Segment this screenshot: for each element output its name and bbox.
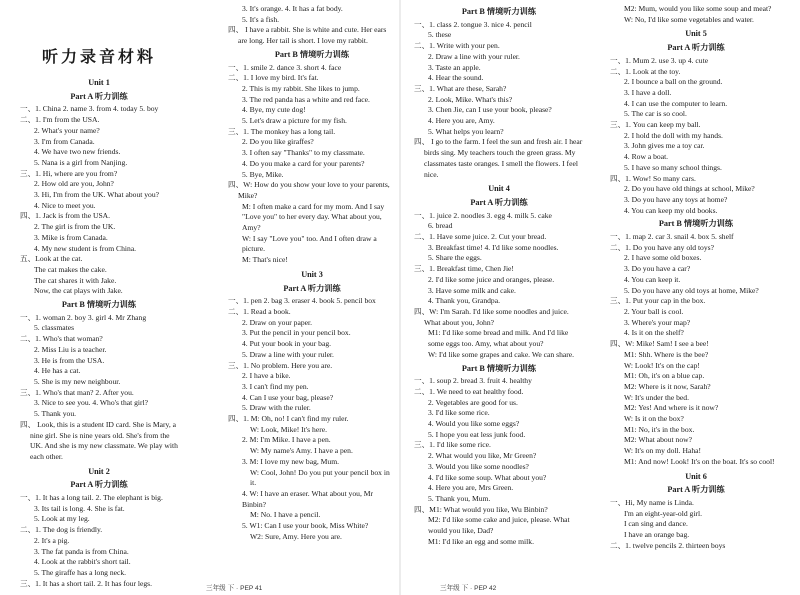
exercise-line: 四、 I go to the farm. I feel the sun and fresh air. I hear birds sing. My teachers touch the green grass. My classmates taste oranges. I smell the flowers. I feel nice. xyxy=(414,137,583,179)
part-heading: Part B 情境听力训练 xyxy=(274,49,350,59)
exercise-line: 四、1. M: Oh, no! I can't find my ruler. xyxy=(228,414,349,424)
exercise-line: 3. Taste an apple. xyxy=(428,62,481,72)
exercise-line: The cat makes the cake. xyxy=(34,264,107,274)
exercise-line: 四、1. Wow! So many cars. xyxy=(610,173,696,183)
exercise-line: M1: And now! Look! It's on the boat. It's so cool! xyxy=(624,456,775,466)
exercise-line: 2. I bounce a ball on the ground. xyxy=(624,77,723,87)
exercise-line: 4. Row a boat. xyxy=(624,152,669,162)
exercise-line: 3. Breakfast time! 4. I'd like some noodles. xyxy=(428,242,559,252)
exercise-line: 二、1. The dog is friendly. xyxy=(20,525,103,535)
exercise-line: 4. Hear the sound. xyxy=(428,73,484,83)
exercise-line: 5. Share the eggs. xyxy=(428,253,482,263)
exercise-line: 2. I hold the doll with my hands. xyxy=(624,130,723,140)
exercise-line: M1: Oh, it's on a blue cap. xyxy=(624,371,705,381)
exercise-line: 2. I'd like some juice and oranges, please. xyxy=(428,274,555,284)
part-heading: Part A 听力训练 xyxy=(667,43,725,53)
exercise-line: 2. Look, Mike. What's this? xyxy=(428,94,513,104)
exercise-line: 三、1. No problem. Here you are. xyxy=(228,360,333,370)
exercise-line: M2: Mum, would you like some soup and meat? xyxy=(624,4,772,13)
exercise-line: 2. Your ball is cool. xyxy=(624,306,684,316)
unit-heading: Unit 6 xyxy=(685,471,707,481)
exercise-line: 一、1. juice 2. noodles 3. egg 4. milk 5. cake xyxy=(414,210,552,220)
unit-heading: Unit 1 xyxy=(88,78,110,87)
dialogue-line: M: No. I have a pencil. xyxy=(250,510,321,520)
exercise-line: 4. Thank you, Grandpa. xyxy=(428,296,500,306)
exercise-line: 5. Thank you. xyxy=(34,409,77,419)
right-column-2 xyxy=(610,4,782,551)
part-heading: Part B 情境听力训练 xyxy=(61,300,137,310)
exercise-line: 2. M: I'm Mike. I have a pen. xyxy=(242,435,331,445)
exercise-line: M: I often make a card for my mom. And I say "Love you" to her every day. What about you, Amy? xyxy=(242,201,385,233)
exercise-line: 二、1. Write with your pen. xyxy=(414,41,500,51)
exercise-line: 4. I'd like some soup. What about you? xyxy=(428,472,547,482)
exercise-line: 3. He is from the USA. xyxy=(34,355,105,365)
exercise-line: 3. I'd like some rice. xyxy=(428,408,490,418)
exercise-line: 3. Do you have a car? xyxy=(624,264,691,274)
exercise-line: 4. Do you make a card for your parents? xyxy=(242,158,365,168)
exercise-line: M1: No, it's in the box. xyxy=(624,424,695,434)
exercise-line: 一、1. China 2. name 3. from 4. today 5. boy xyxy=(20,104,159,114)
exercise-line: 5. Draw a line with your ruler. xyxy=(242,349,334,359)
exercise-line: 一、1. class 2. tongue 3. nice 4. pencil xyxy=(414,19,532,29)
exercise-line: 三、1. I'd like some rice. xyxy=(414,440,491,450)
exercise-line: 3. Do you have any toys at home? xyxy=(624,194,728,204)
exercise-line: 5. I hope you eat less junk food. xyxy=(428,429,526,439)
exercise-line: 3. It's orange. 4. It has a fat body. xyxy=(242,4,343,13)
exercise-line: 3. The fat panda is from China. xyxy=(34,546,129,556)
right-page-footer: 三年级 下 · PEP 42 xyxy=(440,585,497,592)
exercise-line: 2. I have some old boxes. xyxy=(624,253,702,263)
part-heading: Part A 听力训练 xyxy=(470,197,528,207)
exercise-line: W: I say "Love you" too. And I often draw a picture. xyxy=(242,233,377,254)
exercise-line: 3. John gives me a toy car. xyxy=(624,141,705,151)
exercise-line: 一、1. soup 2. bread 3. fruit 4. healthy xyxy=(414,376,532,386)
exercise-line: 4. Would you like some eggs? xyxy=(428,419,520,429)
exercise-line: 2. What's your name? xyxy=(34,125,100,135)
exercise-line: W: It's under the bed. xyxy=(624,392,689,402)
part-heading: Part B 情境听力训练 xyxy=(658,219,734,229)
exercise-line: 一、1. pen 2. bag 3. eraser 4. book 5. pencil box xyxy=(228,296,376,306)
exercise-line: 4. I can use the computer to learn. xyxy=(624,98,728,108)
dialogue-line: W: Look, Mike! It's here. xyxy=(250,424,328,434)
exercise-line: 二、1. twelve pencils 2. thirteen boys xyxy=(610,540,726,550)
exercise-line: 5. W1: Can I use your book, Miss White? xyxy=(242,521,369,531)
exercise-line: 5. The giraffe has a long neck. xyxy=(34,567,127,577)
exercise-line: 2. Vegetables are good for us. xyxy=(428,397,518,407)
exercise-line: 3. I'm from Canada. xyxy=(34,136,95,146)
exercise-line: 5. She is my new neighbour. xyxy=(34,376,121,386)
exercise-line: 3. Would you like some noodles? xyxy=(428,461,529,471)
exercise-line: 四、W: I'm Sarah. I'd like some noodles and juice. What about you, John? xyxy=(414,306,569,327)
exercise-line: 四、 I have a rabbit. She is white and cute. Her ears are long. Her tail is short. I love my rabbit. xyxy=(228,25,387,46)
exercise-line: 5. It's a fish. xyxy=(242,14,280,24)
exercise-line: 三、1. Hi, where are you from? xyxy=(20,168,118,178)
part-heading: Part B 情境听力训练 xyxy=(461,7,537,16)
exercise-line: 4. Is it on the shelf? xyxy=(624,328,684,338)
exercise-line: 2. The girl is from the UK. xyxy=(34,222,116,232)
exercise-line: 5. Nana is a girl from Nanjing. xyxy=(34,157,128,167)
exercise-line: 5. Bye, Mike. xyxy=(242,169,284,179)
exercise-line: 四、 Look, this is a student ID card. She is Mary, a nine girl. She is nine years old. She's from the UK. And she is my new classmate. We play with each other. xyxy=(20,419,178,461)
exercise-line: 3. I can't find my pen. xyxy=(242,381,309,391)
exercise-line: M2: Where is it now, Sarah? xyxy=(624,381,711,391)
unit-heading: Unit 3 xyxy=(301,269,323,279)
exercise-line: 5. Look at my leg. xyxy=(34,514,90,524)
left-page-footer: 三年级 下 · PEP 41 xyxy=(206,585,263,592)
part-heading: Part B 情境听力训练 xyxy=(461,363,537,373)
exercise-line: 5. The car is so cool. xyxy=(624,109,687,119)
exercise-line: M1: I'd like some bread and milk. And I'd like some eggs too. Amy, what about you? xyxy=(428,328,569,349)
exercise-line: 一、1. It has a long tail. 2. The elephant is big. xyxy=(20,493,163,503)
exercise-line: M2: I'd like some cake and juice, please. What would you like, Dad? xyxy=(428,515,570,536)
exercise-line: 四、M1: What would you like, Wu Binbin? xyxy=(414,504,548,514)
exercise-line: 5. these xyxy=(428,30,452,40)
exercise-line: 3. The red panda has a white and red face. xyxy=(242,94,370,104)
exercise-line: 4. Put your book in your bag. xyxy=(242,339,332,349)
exercise-line: 三、1. It has a short tail. 2. It has four legs. xyxy=(20,578,153,588)
exercise-line: 3. Chen Jie, can I use your book, please? xyxy=(428,105,552,115)
exercise-line: 2. I have a bike. xyxy=(242,371,291,381)
right-column-1 xyxy=(414,4,584,547)
exercise-line: 三、1. The monkey has a long tail. xyxy=(228,126,336,136)
exercise-line: 4. He has a cat. xyxy=(34,366,81,376)
exercise-line: 2. Draw a line with your ruler. xyxy=(428,51,520,61)
exercise-line: M2: Yes! And where is it now? xyxy=(624,403,719,413)
exercise-line: 二、1. I'm from the USA. xyxy=(20,115,100,125)
right-page xyxy=(400,0,800,595)
part-heading: Part A 听力训练 xyxy=(667,485,725,495)
exercise-line: 3. Put the pencil in your pencil box. xyxy=(242,328,351,338)
exercise-line: 3. Nice to see you. 4. Who's that girl? xyxy=(34,398,149,408)
exercise-line: M: That's nice! xyxy=(242,255,288,265)
exercise-line: W: Look! It's on the cap! xyxy=(624,360,700,370)
exercise-line: I can sing and dance. xyxy=(624,519,688,529)
exercise-line: 三、1. You can keep my ball. xyxy=(610,120,701,130)
exercise-line: W: No, I'd like some vegetables and water. xyxy=(624,14,754,24)
exercise-line: 二、1. Do you have any old toys? xyxy=(610,242,714,252)
exercise-line: 一、1. Mum 2. use 3. up 4. cute xyxy=(610,55,709,65)
dialogue-line: W: My name's Amy. I have a pen. xyxy=(250,446,353,456)
exercise-line: W: It's on my doll. Haha! xyxy=(624,446,702,456)
exercise-line: 3. Mike is from Canada. xyxy=(34,232,108,242)
unit-heading: Unit 4 xyxy=(488,184,510,194)
exercise-line: 三、1. Who's that man? 2. After you. xyxy=(20,387,134,397)
exercise-line: 2. Miss Liu is a teacher. xyxy=(34,344,107,354)
left-column-1 xyxy=(20,4,178,589)
exercise-line: 5. What helps you learn? xyxy=(428,126,504,136)
exercise-line: 3. M: I love my new bag, Mum. xyxy=(242,456,340,466)
exercise-line: 6. bread xyxy=(428,221,453,231)
exercise-line: 3. Have some milk and cake. xyxy=(428,285,516,295)
exercise-line: W: I'd like some grapes and cake. We can share. xyxy=(428,349,575,359)
exercise-line: W: Is it on the box? xyxy=(624,414,684,424)
exercise-line: 2. It's a pig. xyxy=(34,535,70,545)
exercise-line: 3. I often say "Thanks" to my classmate. xyxy=(242,148,365,158)
exercise-line: 二、1. Who's that woman? xyxy=(20,334,103,344)
dialogue-line: W: Cool, John! Do you put your pencil box in it. xyxy=(250,467,390,488)
exercise-line: 四、W: How do you show your love to your parents, Mike? xyxy=(228,180,390,200)
unit-heading: Unit 5 xyxy=(685,29,707,39)
exercise-line: 2. This is my rabbit. She likes to jump. xyxy=(242,83,360,93)
exercise-line: 四、1. Jack is from the USA. xyxy=(20,211,111,221)
exercise-line: I'm an eight-year-old girl. xyxy=(624,508,702,518)
exercise-line: The cat shares it with Jake. xyxy=(34,275,117,285)
unit-heading: Unit 2 xyxy=(88,466,110,476)
left-column-2 xyxy=(228,4,396,542)
exercise-line: M2: What about now? xyxy=(624,435,692,445)
exercise-line: 5. Draw with the ruler. xyxy=(242,403,311,413)
exercise-line: 三、1. Put your cap in the box. xyxy=(610,296,706,306)
exercise-line: 五、Look at the cat. xyxy=(20,254,83,264)
exercise-line: 4. We have two new friends. xyxy=(34,147,121,157)
exercise-line: 4. My new student is from China. xyxy=(34,243,137,253)
exercise-line: 4. Look at the rabbit's short tail. xyxy=(34,557,131,567)
exercise-line: 5. Let's draw a picture for my fish. xyxy=(242,116,347,126)
exercise-line: 2. Do you like giraffes? xyxy=(242,137,314,147)
exercise-line: 二、1. Read a book. xyxy=(228,306,291,316)
part-heading: Part A 听力训练 xyxy=(70,480,128,490)
exercise-line: 二、1. Have some juice. 2. Cut your bread. xyxy=(414,232,547,242)
exercise-line: 一、1. woman 2. boy 3. girl 4. Mr Zhang xyxy=(20,312,147,322)
exercise-line: 4. Here you are, Amy. xyxy=(428,116,495,126)
exercise-line: 5. Do you have any old toys at home, Mike? xyxy=(624,285,759,295)
exercise-line: 2. Draw on your paper. xyxy=(242,317,313,327)
dialogue-line: W2: Sure, Amy. Here you are. xyxy=(250,531,342,541)
exercise-line: I have an orange bag. xyxy=(624,530,690,540)
exercise-line: Now, the cat plays with Jake. xyxy=(34,286,123,296)
exercise-line: M1: Shh. Where is the bee? xyxy=(624,349,709,359)
exercise-line: 一、1. smile 2. dance 3. short 4. face xyxy=(228,62,342,72)
page-title: 听力录音材料 xyxy=(41,47,156,66)
exercise-line: 3. Its tail is long. 4. She is fat. xyxy=(34,503,125,513)
exercise-line: 4. You can keep my old books. xyxy=(624,205,718,215)
exercise-line: 4. You can keep it. xyxy=(624,274,681,284)
exercise-line: 二、1. We need to eat healthy food. xyxy=(414,386,524,396)
exercise-line: 二、1. I love my bird. It's fat. xyxy=(228,73,319,83)
exercise-line: 一、Hi, My name is Linda. xyxy=(610,497,694,507)
exercise-line: 4. Here you are, Mrs Green. xyxy=(428,483,514,493)
exercise-line: 3. I have a doll. xyxy=(624,87,672,97)
exercise-line: 3. Hi, I'm from the UK. What about you? xyxy=(34,190,160,200)
exercise-line: 5. I have so many school things. xyxy=(624,162,722,172)
part-heading: Part A 听力训练 xyxy=(70,91,128,101)
exercise-line: 2. Do you have old things at school, Mike? xyxy=(624,184,755,194)
exercise-line: 四、W: Mike! Sam! I see a bee! xyxy=(610,339,709,349)
exercise-line: 4. Bye, my cute dog! xyxy=(242,105,306,115)
exercise-line: 一、1. map 2. car 3. snail 4. box 5. shelf xyxy=(610,232,734,242)
exercise-line: 3. Where's your map? xyxy=(624,317,691,327)
exercise-line: 4. Nice to meet you. xyxy=(34,200,96,210)
exercise-line: 4. Can I use your bag, please? xyxy=(242,392,334,402)
exercise-line: 2. What would you like, Mr Green? xyxy=(428,451,537,461)
exercise-line: 5. Thank you, Mum. xyxy=(428,493,491,503)
exercise-line: 4. W: I have an eraser. What about you, Mr Binbin? xyxy=(242,488,374,509)
exercise-line: 二、1. Look at the toy. xyxy=(610,66,681,76)
exercise-line: 三、1. What are these, Sarah? xyxy=(414,83,507,93)
exercise-line: M1: I'd like an egg and some milk. xyxy=(428,536,534,546)
exercise-line: 三、1. Breakfast time, Chen Jie! xyxy=(414,264,514,274)
part-heading: Part A 听力训练 xyxy=(283,283,341,293)
exercise-line: 2. How old are you, John? xyxy=(34,179,114,189)
exercise-line: 5. classmates xyxy=(34,323,75,333)
